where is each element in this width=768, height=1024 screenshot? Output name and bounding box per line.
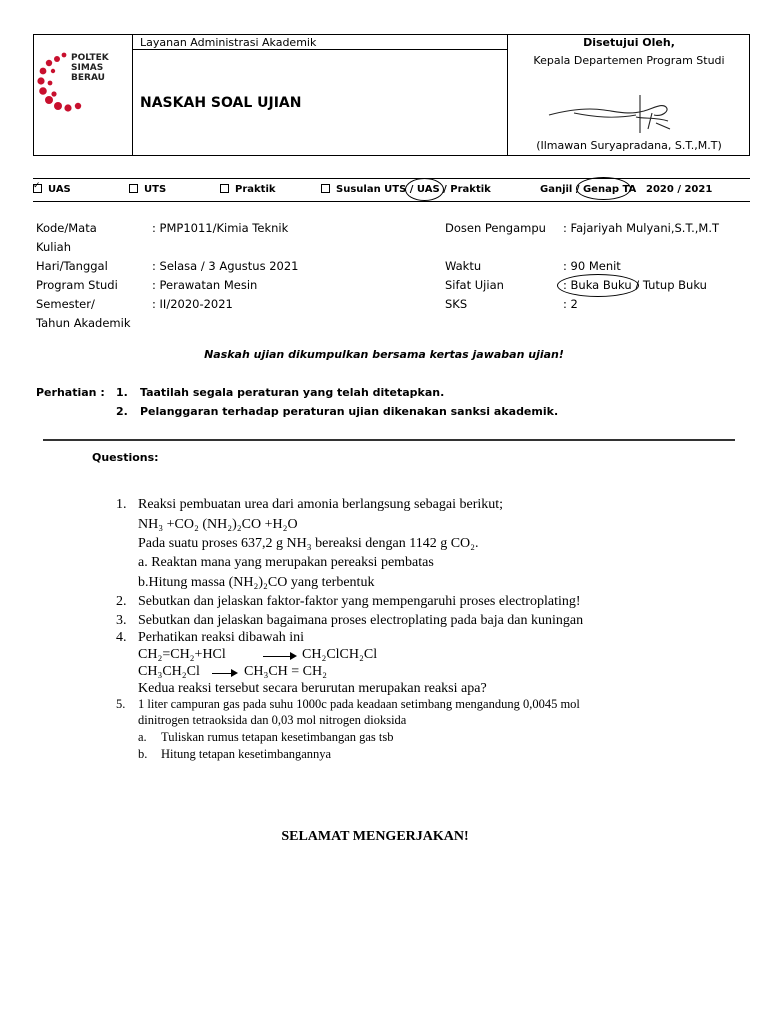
sifat-label: Sifat Ujian — [445, 278, 504, 292]
divider — [132, 35, 133, 155]
sks-value: : 2 — [563, 297, 578, 311]
perhatian-label: Perhatian : — [36, 386, 105, 399]
sks-label: SKS — [445, 297, 468, 311]
question-text: Sebutkan dan jelaskan faktor-faktor yang mempengaruhi proses electroplating! — [138, 594, 581, 609]
question-text: 1 liter campuran gas pada suhu 1000c pada keadaan setimbang mengandung 0,0045 mol — [138, 697, 580, 711]
logo-line: SIMAS — [71, 63, 104, 73]
hari-label: Hari/Tanggal — [36, 259, 108, 273]
reaction-right: CH₃CH = CH₂ — [244, 664, 328, 679]
approved-by-label: Disetujui Oleh, — [583, 36, 675, 49]
question-subitem-letter: a. — [138, 730, 147, 744]
document-title: NASKAH SOAL UJIAN — [140, 95, 302, 111]
question-subitem-letter: b. — [138, 747, 148, 761]
arrow-right-icon — [212, 673, 236, 674]
closing-message: SELAMAT MENGERJAKAN! — [281, 829, 469, 844]
prodi-label: Program Studi — [36, 278, 118, 292]
question-subitem: Tuliskan rumus tetapan kesetimbangan gas tsb — [161, 730, 394, 744]
academic-year: 2020 / 2021 — [646, 184, 713, 195]
checkbox-icon[interactable] — [129, 184, 138, 193]
header-box — [33, 34, 750, 156]
question-text: Sebutkan dan jelaskan bagaimana proses electroplating pada baja dan kuningan — [138, 613, 584, 628]
arrow-right-icon — [263, 656, 295, 657]
question-number: 5. — [116, 697, 126, 711]
question-text: dinitrogen tetraoksida dan 0,03 mol nitrogen dioksida — [138, 713, 407, 727]
dosen-value: : Fajariyah Mulyani,S.T.,M.T — [563, 221, 720, 235]
section-divider — [43, 439, 735, 441]
exam-type-praktik[interactable] — [220, 184, 276, 195]
questions-title: Questions: — [92, 451, 159, 464]
perhatian-item: Pelanggaran terhadap peraturan ujian dikenakan sanksi akademik. — [140, 405, 559, 418]
checkbox-icon[interactable] — [220, 184, 229, 193]
exam-type-uas[interactable] — [33, 184, 71, 195]
question-number: 3. — [116, 613, 127, 628]
exam-type-row — [33, 178, 750, 202]
exam-type-label: Praktik — [235, 184, 276, 195]
divider — [132, 49, 508, 50]
question-text: Kedua reaksi tersebut secara berurutan merupakan reaksi apa? — [138, 681, 487, 696]
perhatian-num: 1. — [116, 386, 128, 399]
question-text: Perhatikan reaksi dibawah ini — [138, 630, 305, 645]
exam-type-label: Susulan UTS / UAS / Praktik — [336, 184, 491, 195]
question-number: 2. — [116, 594, 127, 609]
sifat-value: : Buka Buku / Tutup Buku — [563, 278, 707, 292]
perhatian-num: 2. — [116, 405, 128, 418]
question-text: Pada suatu proses 637,2 g NH₃ bereaksi dengan 1142 g CO₂. — [138, 536, 479, 551]
logo-text — [71, 53, 109, 83]
exam-type-uts[interactable] — [129, 184, 166, 195]
kode-label-2: Kuliah — [36, 240, 71, 254]
semester-label-2: Tahun Akademik — [36, 316, 131, 330]
layanan-label: Layanan Administrasi Akademik — [140, 36, 317, 49]
logo-line: POLTEK — [71, 53, 109, 63]
signature-icon — [544, 93, 684, 137]
approver-name: (Ilmawan Suryapradana, S.T.,M.T) — [536, 139, 722, 152]
semester-value: : II/2020-2021 — [152, 297, 233, 311]
semester-label: Semester/ — [36, 297, 95, 311]
checkbox-icon[interactable] — [321, 184, 330, 193]
approver-position: Kepala Departemen Program Studi — [533, 54, 725, 67]
reaction-left: CH₂=CH₂+HCl — [138, 647, 226, 662]
divider — [507, 35, 508, 155]
hari-value: : Selasa / 3 Agustus 2021 — [152, 259, 299, 273]
dosen-label: Dosen Pengampu — [445, 221, 546, 235]
checkbox-checked-icon[interactable] — [33, 184, 42, 193]
reaction-right: CH₂ClCH₂Cl — [302, 647, 378, 662]
question-subitem: Hitung tetapan kesetimbangannya — [161, 747, 332, 761]
question-number: 4. — [116, 630, 127, 645]
submission-note: Naskah ujian dikumpulkan bersama kertas jawaban ujian! — [204, 348, 564, 361]
question-subitem: a. Reaktan mana yang merupakan pereaksi pembatas — [138, 555, 434, 570]
kode-label: Kode/Mata — [36, 221, 97, 235]
waktu-value: : 90 Menit — [563, 259, 621, 273]
kode-value: : PMP1011/Kimia Teknik — [152, 221, 289, 235]
question-number: 1. — [116, 497, 127, 512]
perhatian-item: Taatilah segala peraturan yang telah ditetapkan. — [140, 386, 445, 399]
question-subitem: b.Hitung massa (NH₂)₂CO yang terbentuk — [138, 575, 375, 590]
reaction-equation: NH₃ +CO₂ (NH₂)₂CO +H₂O — [138, 517, 298, 532]
circle-mark — [576, 177, 631, 200]
prodi-value: : Perawatan Mesin — [152, 278, 258, 292]
waktu-label: Waktu — [445, 259, 482, 273]
circle-mark — [557, 274, 639, 297]
exam-type-label: UTS — [144, 184, 167, 195]
circle-mark — [405, 178, 444, 201]
question-text: Reaksi pembuatan urea dari amonia berlangsung sebagai berikut; — [138, 497, 504, 512]
reaction-left: CH₃CH₂Cl — [138, 664, 200, 679]
semester-type: Ganjil / Genap TA — [540, 184, 637, 195]
exam-type-label: UAS — [48, 184, 71, 195]
logo-line: BERAU — [71, 73, 105, 83]
